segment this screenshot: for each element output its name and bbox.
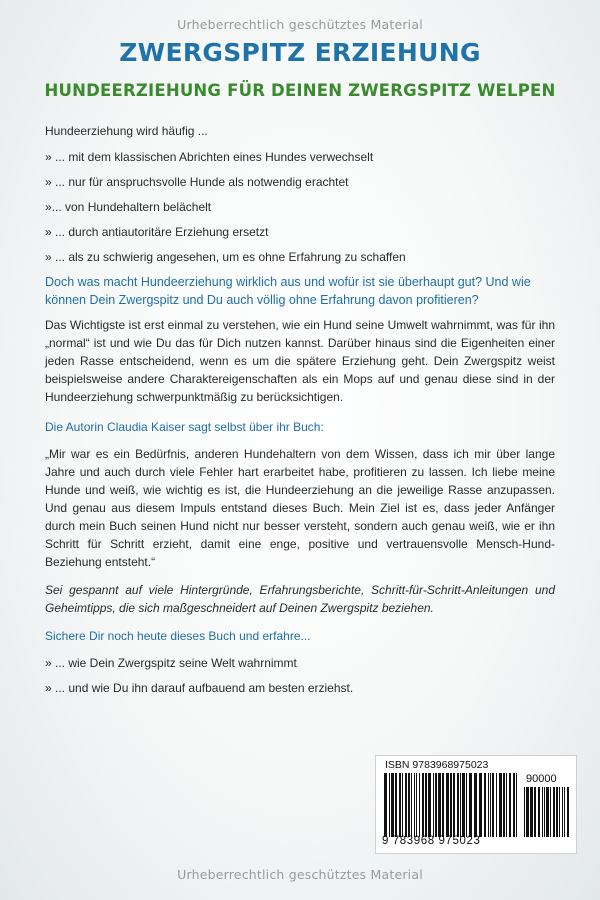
barcode-stripe — [492, 773, 494, 837]
barcode-stripe — [384, 773, 387, 837]
barcode-stripe — [490, 773, 491, 837]
barcode-stripe — [534, 787, 536, 837]
barcode-stripe — [453, 773, 455, 837]
barcode-stripe — [428, 773, 431, 837]
barcode-stripe — [538, 787, 540, 837]
back-cover-text — [45, 122, 555, 704]
barcode-stripe — [402, 773, 403, 837]
barcode-stripe — [546, 787, 549, 837]
list-item: » ... wie Dein Zwergspitz seine Welt wahrnimmt — [45, 656, 297, 670]
barcode-stripe — [435, 773, 437, 837]
barcode-stripe — [405, 773, 407, 837]
book-subtitle: HUNDEERZIEHUNG FÜR DEINEN ZWERGSPITZ WELPEN — [44, 81, 556, 100]
call-to-action: Sichere Dir noch heute dieses Buch und erfahre... — [45, 629, 311, 643]
list-item: »... von Hundehaltern belächelt — [45, 200, 212, 214]
barcode-stripe — [564, 787, 565, 837]
barcode-stripe — [462, 773, 465, 837]
list-item: » ... als zu schwierig angesehen, um es ohne Erfahrung zu schaffen — [45, 250, 406, 264]
barcode-stripe — [450, 773, 452, 837]
barcode-stripe — [414, 773, 415, 837]
list-item: » ... und wie Du ihn darauf aufbauend am besten erziehst. — [45, 681, 354, 695]
barcode-stripe — [516, 773, 517, 837]
barcode-digits: 9 783968 975023 — [382, 835, 481, 847]
barcode-stripe — [460, 773, 461, 837]
barcode-stripe — [474, 773, 477, 837]
list-item: » ... nur für anspruchsvolle Hunde als notwendig erachtet — [45, 175, 349, 189]
barcode-stripe — [422, 773, 424, 837]
list-item: » ... durch antiautoritäre Erziehung ersetzt — [45, 225, 269, 239]
watermark-top: Urheberrechtlich geschütztes Material — [177, 17, 423, 32]
barcode-stripe — [513, 773, 515, 837]
barcode-stripe — [479, 773, 482, 837]
barcode-stripe — [446, 773, 449, 837]
barcode-stripe — [442, 773, 444, 837]
author-heading: Die Autorin Claudia Kaiser sagt selbst über ihr Buch: — [45, 420, 324, 434]
barcode-stripe — [556, 787, 558, 837]
barcode-stripe — [567, 787, 569, 837]
barcode-stripe — [433, 773, 434, 837]
barcode-stripe — [562, 787, 563, 837]
isbn-barcode — [375, 755, 577, 854]
barcode-bars — [384, 773, 519, 837]
barcode-stripe — [488, 773, 489, 837]
list-item: » ... mit dem klassischen Abrichten eines Hundes verwechselt — [45, 150, 374, 164]
barcode-stripe — [469, 773, 472, 837]
barcode-stripe — [484, 773, 486, 837]
barcode-stripe — [496, 773, 497, 837]
barcode-stripe — [503, 773, 505, 837]
barcode-stripe — [499, 773, 502, 837]
barcode-stripe — [416, 773, 417, 837]
barcode-stripe — [542, 787, 543, 837]
isbn-label: ISBN 9783968975023 — [385, 759, 489, 771]
barcode-stripe — [457, 773, 459, 837]
barcode-stripe — [399, 773, 401, 837]
body-paragraph: Das Wichtigste ist erst einmal zu verstehen, wie ein Hund seine Umwelt wahrnimmt, was für ihn „normal“ ist und wie Du das für Dich nutzen kannst. Darüber hinaus sind die Eigenheiten einer jeden Rasse entscheidend, wenn es um die spätere Erziehung geht. Dein Zwergspitz weist beispielsweise andere Charaktereigenschaften als ein Mops auf und genau diese sind in der Hundeerziehung schwerpunktmäßig zu berücksichtigen. — [45, 318, 555, 404]
barcode-stripe — [438, 773, 441, 837]
watermark-bottom: Urheberrechtlich geschütztes Material — [177, 867, 423, 882]
author-quote: „Mir war es ein Bedürfnis, anderen Hundehaltern von dem Wissen, dass ich mir über lange Jahre und auch durch viele Fehler hart erarbeitet habe, profitieren zu lassen. Ich liebe meine Hunde und weiß, wie wichtig es ist, die Hundeerziehung an die jeweilige Rasse anzupassen. Und genau aus diesem Impuls entstand dieses Buch. Mein Ziel ist es, dass jeder Anfänger durch mein Buch seinen Hund nicht nur besser versteht, sondern auch genau weiß, wie er ihn Schritt für Schritt erzieht, damit eine enge, positive und vertrauensvolle Mensch-Hund-Beziehung entsteht.“ — [45, 447, 555, 569]
question-paragraph: Doch was macht Hundeerziehung wirklich aus und wofür ist sie überhaupt gut? Und wie können Dein Zwergspitz und Du auch völlig ohne Erfahrung davon profitieren? — [45, 275, 531, 307]
barcode-stripe — [526, 787, 529, 837]
barcode-stripe — [411, 773, 412, 837]
barcode-stripe — [509, 773, 511, 837]
barcode-stripe — [544, 787, 545, 837]
barcode-stripe — [419, 773, 420, 837]
barcode-stripe — [466, 773, 467, 837]
barcode-stripe — [391, 773, 394, 837]
book-title: ZWERGSPITZ ERZIEHUNG — [119, 38, 481, 67]
price-barcode-bars — [524, 787, 570, 837]
barcode-stripe — [524, 787, 525, 837]
barcode-stripe — [559, 787, 560, 837]
barcode-stripe — [395, 773, 397, 837]
price-code: 90000 — [526, 773, 557, 785]
barcode-stripe — [530, 787, 533, 837]
intro-bullet-list — [45, 148, 555, 266]
barcode-stripe — [389, 773, 390, 837]
barcode-stripe — [506, 773, 507, 837]
barcode-stripe — [553, 787, 555, 837]
barcode-stripe — [408, 773, 410, 837]
italic-paragraph: Sei gespannt auf viele Hintergründe, Erfahrungsberichte, Schritt-für-Schritt-Anleitungen und Geheimtipps, die sich maßgeschneidert auf Deinen Zwergspitz beziehen. — [45, 583, 555, 615]
barcode-stripe — [425, 773, 427, 837]
intro-line: Hundeerziehung wird häufig ... — [45, 124, 208, 138]
cta-bullet-list — [45, 654, 555, 697]
barcode-stripe — [550, 787, 551, 837]
